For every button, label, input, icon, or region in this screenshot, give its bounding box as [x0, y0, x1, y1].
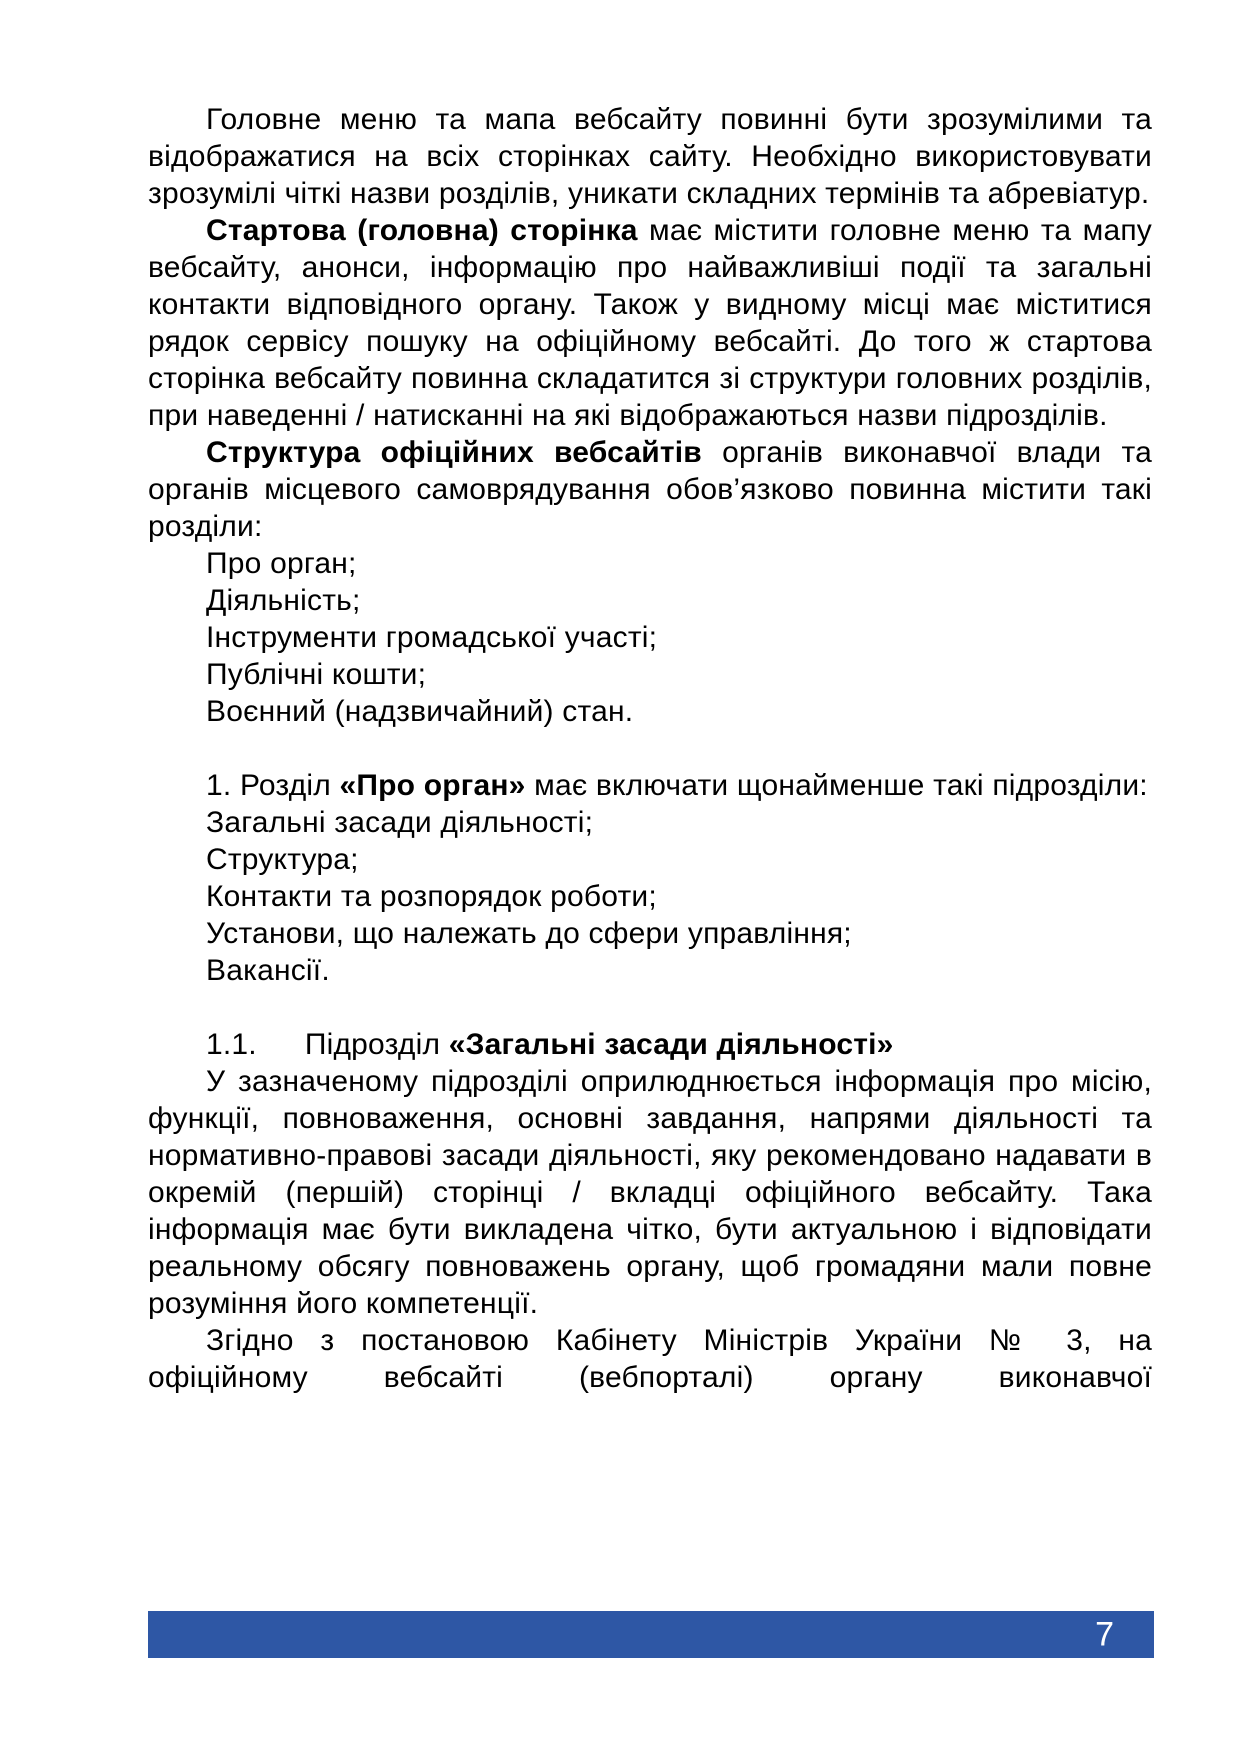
text-run: Установи, що належать до сфери управління; [206, 917, 852, 950]
text-run: має включати щонайменше такі підрозділи: [525, 769, 1148, 802]
spacer [148, 730, 1152, 767]
text-run: Воєнний (надзвичайний) стан. [206, 695, 634, 728]
cabinet-resolution-paragraph [148, 1322, 1152, 1396]
text-run: Загальні засади діяльності; [206, 806, 594, 839]
text-run: Згідно з постановою Кабінету Міністрів України № 3, на офіційному вебсайті (вебпорталі) органу виконавчої [148, 1324, 1152, 1394]
bold-text-run: Стартова (головна) сторінка [206, 214, 638, 247]
subsection-1-1-heading [148, 1026, 1152, 1063]
text-run: Контакти та розпорядок роботи; [206, 880, 657, 913]
subsection-1-1-paragraph [148, 1063, 1152, 1322]
main-section-item-martial-law [148, 693, 1152, 730]
section-1-item-structure [148, 841, 1152, 878]
homepage-paragraph [148, 212, 1152, 434]
footer-bar [148, 1611, 1154, 1658]
text-run: Вакансії. [206, 954, 330, 987]
main-section-item-activity [148, 582, 1152, 619]
text-run: 1. Розділ [206, 769, 340, 802]
intro-paragraph [148, 101, 1152, 212]
spacer [148, 989, 1152, 1026]
text-run: Головне меню та мапа вебсайту повинні бути зрозумілими та відображатися на всіх сторінках сайту. Необхідно використовувати зрозумілі чіткі назви розділів, уникати складних термінів та абревіатур. [148, 103, 1152, 210]
text-run: Підрозділ [304, 1028, 449, 1061]
bold-text-run: «Загальні засади діяльності» [448, 1028, 894, 1061]
page-number: 7 [1095, 1614, 1114, 1653]
structure-paragraph [148, 434, 1152, 545]
text-run: Діяльність; [206, 584, 361, 617]
document-body [148, 101, 1152, 1396]
main-section-item-about [148, 545, 1152, 582]
section-1-item-principles [148, 804, 1152, 841]
text-run: У зазначеному підрозділі оприлюднюється інформація про місію, функції, повноваження, основні завдання, напрями діяльності та нормативно-правові засади діяльності, яку рекомендовано надавати в окремій (першій) сторінці / вкладці офіційного вебсайту. Така інформація має бути викладена чітко, бути актуальною і відповідати реальному обсягу повноважень органу, щоб громадяни мали повне розуміння його компетенції. [148, 1065, 1152, 1320]
bold-text-run: «Про орган» [339, 769, 526, 802]
bold-text-run: Структура офіційних вебсайтів [206, 436, 702, 469]
section-1-item-contacts [148, 878, 1152, 915]
text-run: Публічні кошти; [206, 658, 427, 691]
text-run: Про орган; [206, 547, 357, 580]
main-section-item-funds [148, 656, 1152, 693]
section-1-item-vacancies [148, 952, 1152, 989]
text-run: Структура; [206, 843, 359, 876]
text-run: 1.1. [206, 1028, 257, 1061]
main-section-item-participation [148, 619, 1152, 656]
text-run: має містити головне меню та мапу вебсайту, анонси, інформацію про найважливіші події та загальні контакти відповідного органу. Також у видному місці має міститися рядок сервісу пошуку на офіційному вебсайті. До того ж стартова сторінка вебсайту повинна складатится зі структури головних розділів, при наведенні / натисканні на які відображаються назви підрозділів. [148, 214, 1152, 432]
section-1-item-institutions [148, 915, 1152, 952]
text-run: Інструменти громадської участі; [206, 621, 658, 654]
text-run: органів виконавчої влади та органів місцевого самоврядування обов’язково повинна містити такі розділи: [148, 436, 1152, 543]
section-1-paragraph [148, 767, 1152, 804]
